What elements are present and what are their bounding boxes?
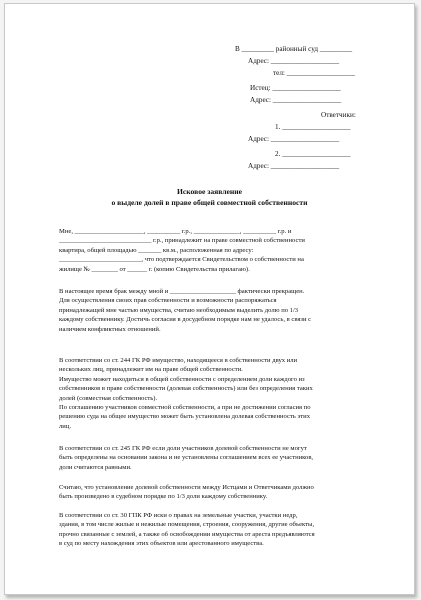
court-line: В _________ районный суд _________ — [235, 45, 353, 53]
defendants-label: Ответчики: — [321, 111, 356, 119]
defendant-1-line: 1. ___________________ — [275, 123, 351, 131]
plaintiff-address-line: Адрес: ___________________ — [250, 96, 342, 104]
paragraph-article-30: В соответствии со ст. 30 ГПК РФ иски о правах на земельные участки, участки недр, здания, в том числе жилые и нежилые помещения, строения, сооружения, другие объекты, прочно связанные с землей, а также об освобождении имущества от ареста предъявляются в суд по месту нахождения этих объектов или арестованного имущества. — [59, 512, 315, 548]
court-address-line: Адрес: ___________________ — [248, 57, 340, 65]
paragraph-article-244: В соответствии со ст. 244 ГК РФ имущество, находящееся в собственности двух или нескольких лиц, принадлежит им на праве общей собственности. Имущество может находиться в общей собственности с определением доли каждого из собственников в праве собственности (долевая собственность) или без определения таких долей (совместная собственность). По соглашению участников совместной собственности, а при не достижении согласия по решению суда на общее имущество может быть установлена долевая собственность этих лиц. — [59, 357, 313, 430]
defendant-2-address-line: Адрес: ___________________ — [248, 162, 340, 170]
document-page — [4, 3, 415, 595]
defendant-1-address-line: Адрес: ___________________ — [248, 135, 340, 143]
paragraph-conclusion: Считаю, что установление долевой собственности между Истцами и Ответчиками должно быть произведено в судебном порядке по 1/3 доли каждому собственнику. — [59, 484, 314, 501]
paragraph-marriage: В настоящее время брак между мной и ____________________ фактически прекращен. Для осуществления своих прав собственности и возможности распоряжаться принадлежащей мне частью имущества, считаю необходимым выделить долю по 1/3 каждому собственнику. Достичь согласия в досудебном порядке нам не удалось, в связи с наличием конфликтных отношений. — [59, 288, 312, 333]
plaintiff-line: Истец: ___________________ — [250, 84, 341, 92]
document-title: Исковое заявление — [177, 187, 242, 196]
court-phone-line: тел: ___________________ — [273, 69, 355, 77]
paragraph-ownership: Мне, _____________________, __________ г.р., ______________, __________ г.р. и ____________________________ г.р., принадлежит на праве совместной собственности квартира, общей площадью _______ кв.м., расположенная по адресу: _________________________, что подтверждается Свидетельством о собственности на жилище № ________ от ______ г. (копию Свидетельства прилагаю). — [59, 228, 305, 273]
paragraph-article-245: В соответствии со ст. 245 ГК РФ если доли участников долевой собственности не могут быть определены на основании закона и не установлены соглашением всех ее участников, доли считаются равными. — [59, 445, 314, 471]
document-subtitle: о выделе долей в праве общей совместной собственности — [111, 198, 308, 207]
defendant-2-line: 2. ___________________ — [275, 150, 351, 158]
